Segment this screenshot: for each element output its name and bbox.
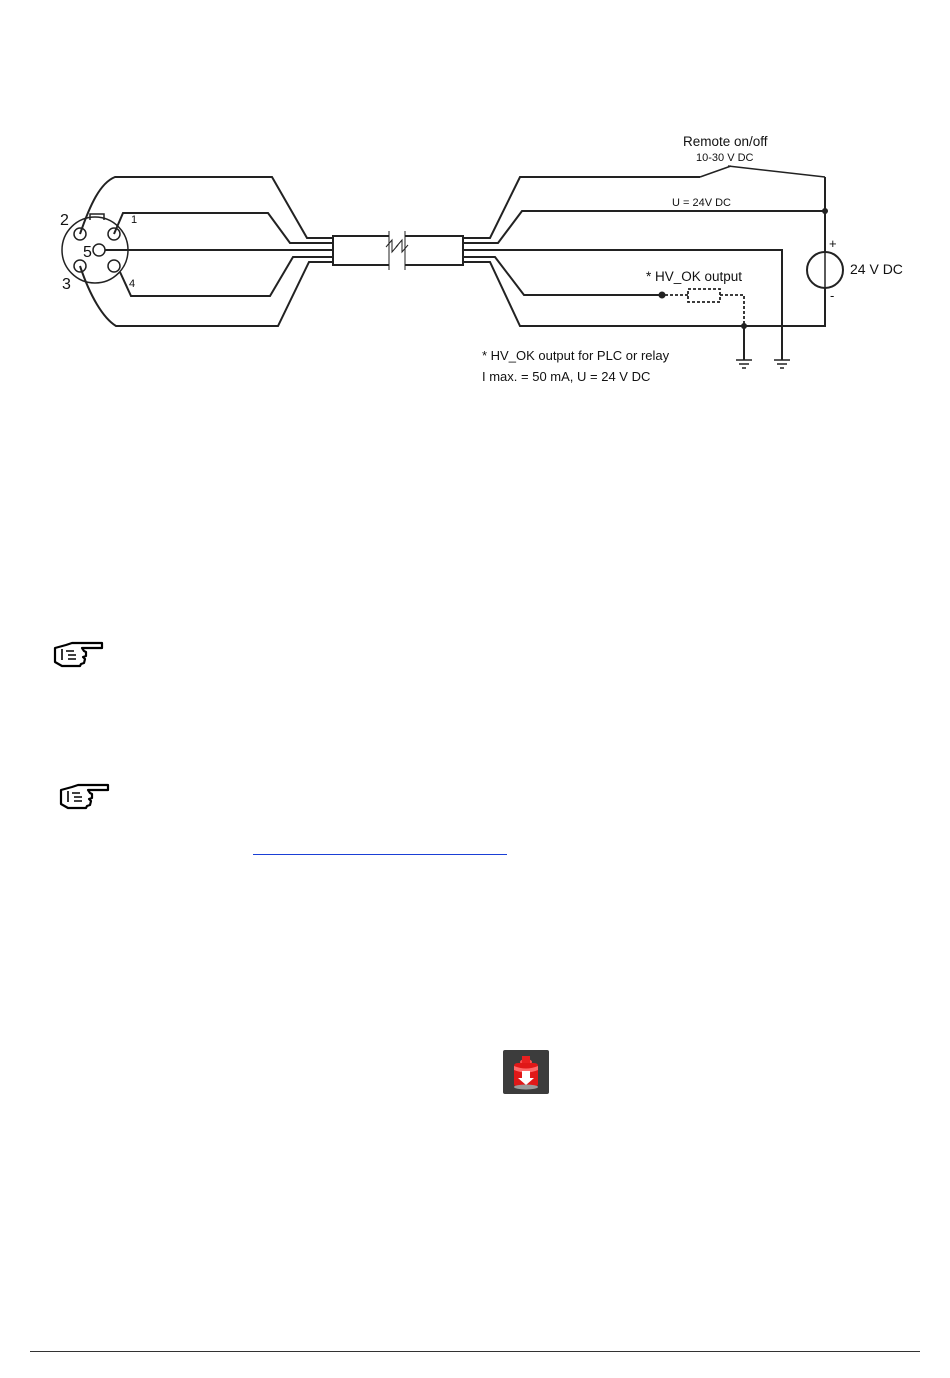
right-wires: [463, 166, 825, 360]
pin-label-5: 5: [83, 244, 92, 261]
pin-label-2: 2: [60, 212, 69, 229]
pin-5-hole: [93, 244, 105, 256]
footnote-line-2: I max. = 50 mA, U = 24 V DC: [482, 369, 651, 384]
remote-voltage-label: 10-30 V DC: [696, 152, 754, 164]
dc-source: [807, 236, 903, 303]
hv-ok-output: [646, 269, 747, 329]
remote-switch: [683, 134, 768, 177]
ground-symbol-1: [736, 360, 752, 368]
source-voltage-label: 24 V DC: [850, 261, 903, 277]
m12-connector: [60, 212, 137, 293]
pin-label-4: 4: [129, 278, 136, 290]
source-minus: -: [830, 288, 835, 303]
source-plus: +: [829, 236, 837, 251]
pin-4-hole: [108, 260, 120, 272]
cable-body: [333, 230, 463, 271]
hyperlink-underline[interactable]: [253, 854, 507, 855]
footer-divider: [30, 1351, 920, 1352]
hv-ok-label: * HV_OK output: [646, 269, 743, 284]
footnote-line-1: * HV_OK output for PLC or relay: [482, 348, 670, 363]
pin-label-1: 1: [131, 214, 138, 226]
pointing-hand-icon: [52, 640, 108, 670]
pin-label-3: 3: [62, 276, 71, 293]
pointing-hand-icon: [58, 782, 114, 812]
left-wires: [80, 177, 332, 326]
remote-label: Remote on/off: [683, 134, 768, 149]
supply-voltage-label: U = 24V DC: [672, 197, 731, 209]
red-bottle-download-icon[interactable]: [503, 1050, 549, 1094]
wiring-diagram: [0, 0, 950, 400]
ground-symbol-2: [774, 360, 790, 368]
